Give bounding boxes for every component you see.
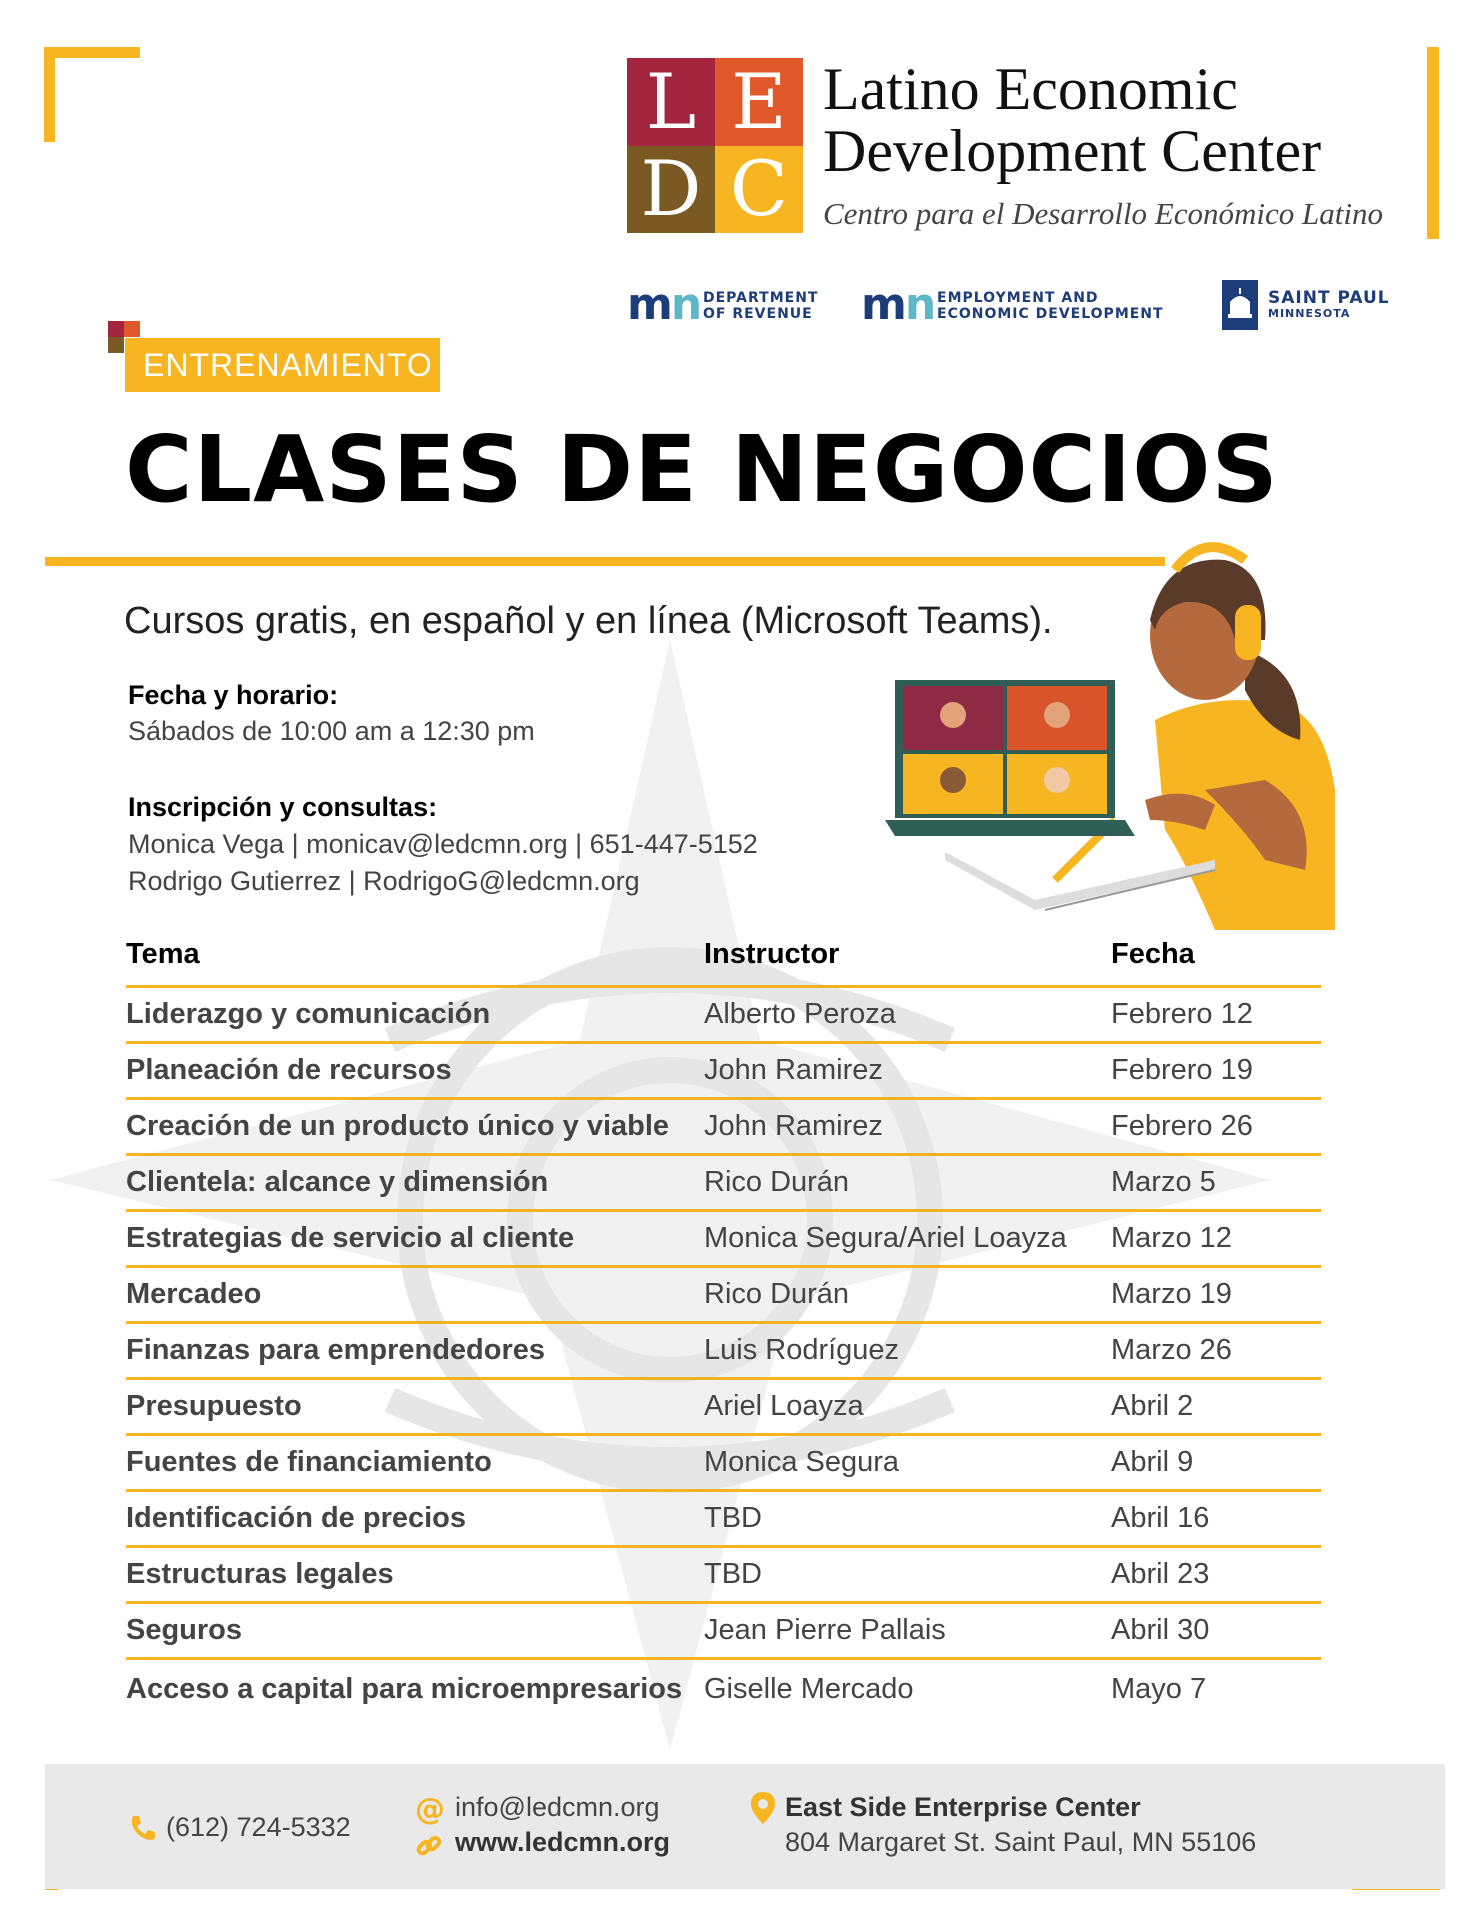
table-header-tema: Tema: [126, 938, 200, 970]
contact-label: Inscripción y consultas:: [128, 792, 438, 822]
contact-line-1: Monica Vega | monicav@ledcmn.org | 651-447-5152: [128, 829, 758, 859]
row-instructor: Ariel Loayza: [704, 1390, 864, 1422]
row-instructor: TBD: [704, 1502, 762, 1534]
training-tag: ENTRENAMIENTO: [125, 338, 440, 392]
contact-line-2: Rodrigo Gutierrez | RodrigoG@ledcmn.org: [128, 866, 640, 896]
org-name-line2: Development Center: [823, 118, 1322, 184]
table-row: [126, 1548, 1321, 1604]
row-fecha: Febrero 26: [1111, 1110, 1253, 1142]
table-row: [126, 1268, 1321, 1324]
saint-paul-seal-icon: [1222, 280, 1258, 330]
sponsor-deed-line2: ECONOMIC DEVELOPMENT: [937, 306, 1164, 322]
row-tema: Seguros: [126, 1614, 243, 1646]
table-row: [126, 1100, 1321, 1156]
sponsor-revenue-line2: OF REVENUE: [703, 306, 813, 322]
row-instructor: Rico Durán: [704, 1278, 850, 1310]
sponsor-saint-paul-line2: MINNESOTA: [1268, 307, 1351, 320]
corner-bracket-top-right: [1427, 47, 1439, 239]
at-icon: @: [415, 1792, 445, 1827]
mn-logo-deed: mn: [861, 279, 935, 330]
footer-address: 804 Margaret St. Saint Paul, MN 55106: [785, 1827, 1257, 1857]
row-tema: Acceso a capital para microempresarios: [126, 1673, 683, 1705]
corner-bracket-top-left: [44, 47, 140, 58]
schedule-value: Sábados de 10:00 am a 12:30 pm: [128, 716, 535, 746]
ledc-logo: [627, 58, 803, 233]
table-row: [126, 1660, 1321, 1716]
student-laptop-illustration: [885, 530, 1385, 950]
row-tema: Presupuesto: [126, 1390, 302, 1422]
row-tema: Planeación de recursos: [126, 1054, 452, 1086]
table-header-instructor: Instructor: [704, 938, 840, 970]
row-fecha: Mayo 7: [1111, 1673, 1207, 1705]
row-instructor: Monica Segura: [704, 1446, 900, 1478]
table-row: [126, 1212, 1321, 1268]
corner-bracket-top-left: [44, 47, 55, 142]
row-instructor: TBD: [704, 1558, 762, 1590]
schedule-label: Fecha y horario:: [128, 680, 339, 710]
footer-email[interactable]: info@ledcmn.org: [455, 1792, 660, 1822]
row-tema: Estructuras legales: [126, 1558, 394, 1590]
logo-letter-c: C: [715, 146, 803, 234]
row-fecha: Abril 23: [1111, 1558, 1210, 1590]
row-tema: Fuentes de financiamiento: [126, 1446, 492, 1478]
org-name-spanish: Centro para el Desarrollo Económico Latino: [823, 196, 1383, 231]
row-instructor: Jean Pierre Pallais: [704, 1614, 946, 1646]
table-row: [126, 1492, 1321, 1548]
table-row: [126, 1044, 1321, 1100]
row-instructor: John Ramirez: [704, 1054, 883, 1086]
logo-letter-e: E: [715, 58, 803, 146]
row-instructor: Rico Durán: [704, 1166, 850, 1198]
footer-phone[interactable]: (612) 724-5332: [166, 1812, 351, 1842]
row-instructor: Giselle Mercado: [704, 1673, 914, 1705]
sponsor-saint-paul: [1268, 290, 1390, 322]
table-row: [126, 1156, 1321, 1212]
row-tema: Mercadeo: [126, 1278, 262, 1310]
footer-location-name: East Side Enterprise Center: [785, 1792, 1141, 1822]
row-tema: Finanzas para emprendedores: [126, 1334, 546, 1366]
row-tema: Liderazgo y comunicación: [126, 998, 491, 1030]
logo-letter-d: D: [627, 146, 715, 234]
phone-icon: [127, 1813, 157, 1843]
sponsor-revenue: [703, 290, 818, 322]
table-row: [126, 1324, 1321, 1380]
sponsor-revenue-line1: DEPARTMENT: [703, 290, 819, 306]
org-name-line1: Latino Economic: [823, 56, 1238, 122]
row-instructor: Alberto Peroza: [704, 998, 896, 1030]
link-icon: [415, 1832, 443, 1860]
row-tema: Identificación de precios: [126, 1502, 467, 1534]
table-row: [126, 1436, 1321, 1492]
row-fecha: Marzo 26: [1111, 1334, 1232, 1366]
page-title: CLASES DE NEGOCIOS: [125, 416, 1279, 523]
row-fecha: Marzo 19: [1111, 1278, 1232, 1310]
table-header-fecha: Fecha: [1111, 938, 1195, 970]
sponsor-saint-paul-line1: SAINT PAUL: [1268, 288, 1390, 308]
footer: [45, 1764, 1445, 1889]
row-instructor: Monica Segura/Ariel Loayza: [704, 1222, 1067, 1254]
intro-text: Cursos gratis, en español y en línea (Microsoft Teams).: [124, 600, 1053, 642]
mn-logo-revenue: mn: [627, 279, 701, 330]
row-fecha: Marzo 5: [1111, 1166, 1216, 1198]
org-name: [823, 58, 1321, 182]
row-fecha: Febrero 19: [1111, 1054, 1253, 1086]
row-fecha: Abril 30: [1111, 1614, 1210, 1646]
sponsor-deed-line1: EMPLOYMENT AND: [937, 290, 1099, 306]
tag-accent-square: [108, 321, 124, 337]
row-fecha: Marzo 12: [1111, 1222, 1232, 1254]
row-fecha: Abril 9: [1111, 1446, 1194, 1478]
table-row: [126, 1604, 1321, 1660]
table-row: [126, 1380, 1321, 1436]
tag-accent-square: [108, 337, 124, 353]
row-instructor: Luis Rodríguez: [704, 1334, 900, 1366]
footer-website[interactable]: www.ledcmn.org: [455, 1827, 671, 1857]
table-row: [126, 988, 1321, 1044]
logo-letter-l: L: [627, 58, 715, 146]
location-pin-icon: [751, 1792, 775, 1824]
row-fecha: Abril 16: [1111, 1502, 1210, 1534]
row-tema: Estrategias de servicio al cliente: [126, 1222, 575, 1254]
sponsor-deed: [937, 290, 1164, 322]
row-fecha: Febrero 12: [1111, 998, 1253, 1030]
tag-accent-square: [124, 321, 140, 337]
row-tema: Creación de un producto único y viable: [126, 1110, 670, 1142]
row-fecha: Abril 2: [1111, 1390, 1194, 1422]
row-instructor: John Ramirez: [704, 1110, 883, 1142]
row-tema: Clientela: alcance y dimensión: [126, 1166, 549, 1198]
